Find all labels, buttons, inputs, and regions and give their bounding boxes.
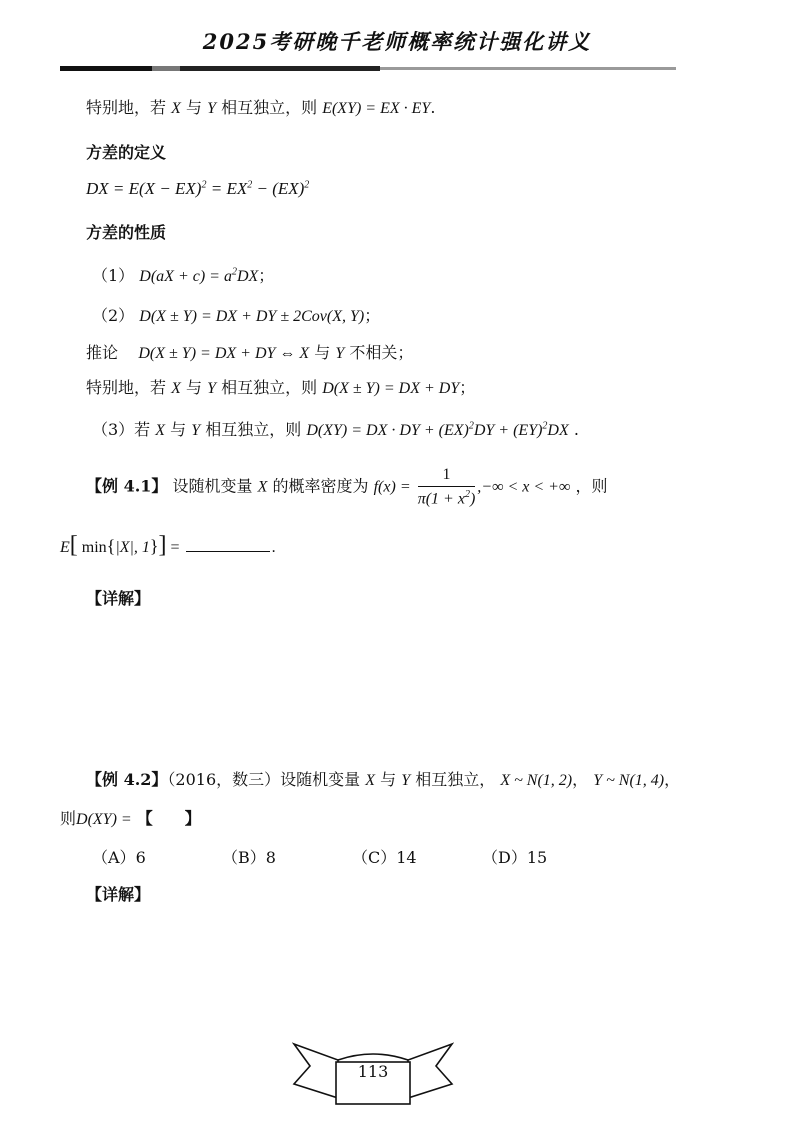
exponent: 2 (468, 420, 474, 432)
option-label: （B） (222, 848, 266, 867)
option-value: 14 (396, 848, 417, 867)
formula-part: DX = E(X − EX) (86, 179, 202, 198)
special-case-line (86, 375, 475, 398)
option-d[interactable] (482, 845, 612, 868)
variance-properties-heading: 方差的性质 (86, 223, 167, 242)
option-label: （A） (92, 848, 136, 867)
formula-part: DX (547, 422, 569, 439)
formula-part: D(aX + c) = a (139, 268, 232, 285)
density-fraction (418, 466, 476, 508)
period: . (430, 98, 436, 117)
text: 与 (185, 378, 202, 397)
answer-blank[interactable] (186, 537, 270, 552)
exponent: 2 (231, 266, 237, 278)
example-4-1-statement (86, 466, 608, 508)
text: 特别地，若 (86, 98, 167, 117)
text: 设随机变量 (172, 476, 253, 496)
text: ，则 (575, 476, 608, 496)
text: 与 (380, 770, 397, 789)
text: 的概率密度为 (272, 476, 369, 496)
semicolon: ； (364, 306, 381, 325)
option-value: 15 (526, 848, 548, 867)
fraction-denominator (418, 487, 476, 508)
right-bracket: ] (158, 532, 167, 558)
var-x: X (257, 478, 268, 496)
property-2 (92, 303, 380, 326)
var-x: X (171, 100, 181, 117)
var-x: X (155, 422, 166, 439)
text: 特别地，若 (86, 378, 167, 397)
example-4-1-expression (60, 532, 276, 559)
text: 则 (60, 809, 77, 828)
text: 与 (185, 98, 202, 117)
item-label: （3）若 (92, 420, 151, 439)
text: 相互独立，则 (205, 420, 302, 439)
formula-part: = EX (206, 179, 248, 198)
formula: D(X ± Y) = DX + DY (322, 380, 460, 397)
distribution-y: Y ~ N(1, 4) (593, 772, 665, 789)
option-b[interactable] (222, 845, 352, 868)
formula-part: − (EX) (252, 179, 305, 198)
text: 不相关； (349, 343, 414, 362)
option-label: （D） (482, 848, 527, 867)
formula: D(X ± Y) = DX + DY ⇔ X (138, 345, 310, 362)
min-function: min (81, 539, 107, 556)
page-number: 113 (357, 1062, 389, 1081)
exponent: 2 (464, 489, 470, 500)
separator: ， (664, 770, 681, 789)
text: 设随机变量 (280, 770, 361, 789)
formula-part: D(XY) = DX · DY + (EX) (306, 422, 469, 439)
text: 相互独立， (415, 770, 496, 789)
option-a[interactable] (92, 845, 222, 868)
separator: ， (572, 770, 589, 789)
var-y: Y (335, 345, 345, 362)
source-tag: （2016，数三） (167, 770, 281, 789)
header-rule-thick (60, 66, 152, 71)
formula-part: DY + (EY) (473, 422, 543, 439)
formula: D(X ± Y) = DX + DY ± 2Cov(X, Y) (139, 308, 365, 325)
denominator-part: ) (469, 490, 476, 508)
corollary-line (86, 340, 413, 363)
min-arguments: |X|, 1 (115, 539, 150, 556)
domain-range: ,−∞ < x < +∞ (477, 478, 571, 496)
semicolon: ； (258, 266, 275, 285)
left-brace: { (106, 536, 116, 556)
example-4-1-answer-heading: 【详解】 (86, 589, 151, 608)
density-lhs: f(x) = (373, 478, 411, 496)
corollary-label: 推论 (86, 343, 119, 362)
var-y: Y (207, 100, 216, 117)
variance-definition-formula (86, 179, 309, 199)
independence-expectation-line (86, 95, 435, 118)
example-4-2-statement (86, 767, 680, 790)
right-brace: } (149, 536, 159, 556)
example-label: 【例 4.1】 (86, 476, 168, 496)
example-4-2-answer-heading: 【详解】 (86, 885, 151, 904)
property-1 (92, 263, 274, 286)
example-4-2-options (92, 845, 612, 868)
answer-bracket[interactable]: 【 】 (136, 809, 201, 828)
item-label: （2） (92, 306, 135, 325)
text: 相互独立，则 (221, 378, 318, 397)
formula: D(XY) = (76, 811, 132, 828)
period: . (271, 539, 276, 556)
var-y: Y (207, 380, 216, 397)
option-c[interactable] (352, 845, 482, 868)
var-x: X (365, 772, 376, 789)
formula: E(XY) = EX · EY (322, 100, 431, 117)
semicolon: ； (459, 378, 476, 397)
period: . (573, 420, 579, 439)
expectation-symbol: E (60, 539, 70, 556)
option-label: （C） (352, 848, 397, 867)
running-header-title: 2025考研晚千老师概率统计强化讲义 (202, 29, 592, 54)
text: 相互独立，则 (221, 98, 318, 117)
text: 与 (170, 420, 187, 439)
left-bracket: [ (69, 532, 78, 558)
example-4-2-question (60, 806, 201, 829)
exponent: 2 (304, 179, 310, 191)
header-rule-main (180, 66, 380, 71)
formula-part: DX (236, 268, 259, 285)
exponent: 2 (201, 179, 207, 191)
text: 与 (314, 343, 331, 362)
fraction-numerator: 1 (418, 466, 476, 487)
var-x: X (171, 380, 181, 397)
exponent: 2 (542, 420, 548, 432)
exponent: 2 (247, 179, 253, 191)
header-rule-grey (380, 67, 676, 70)
var-y: Y (191, 422, 201, 439)
option-value: 6 (135, 848, 146, 867)
variance-definition-heading: 方差的定义 (86, 143, 167, 162)
equals-sign: = (170, 539, 180, 556)
header-rule-gap (152, 66, 180, 71)
var-y: Y (401, 772, 411, 789)
distribution-x: X ~ N(1, 2) (500, 772, 573, 789)
property-3 (92, 417, 579, 440)
example-label: 【例 4.2】 (86, 770, 168, 789)
item-label: （1） (92, 266, 135, 285)
denominator-part: π(1 + x (417, 490, 465, 508)
option-value: 8 (265, 848, 276, 867)
